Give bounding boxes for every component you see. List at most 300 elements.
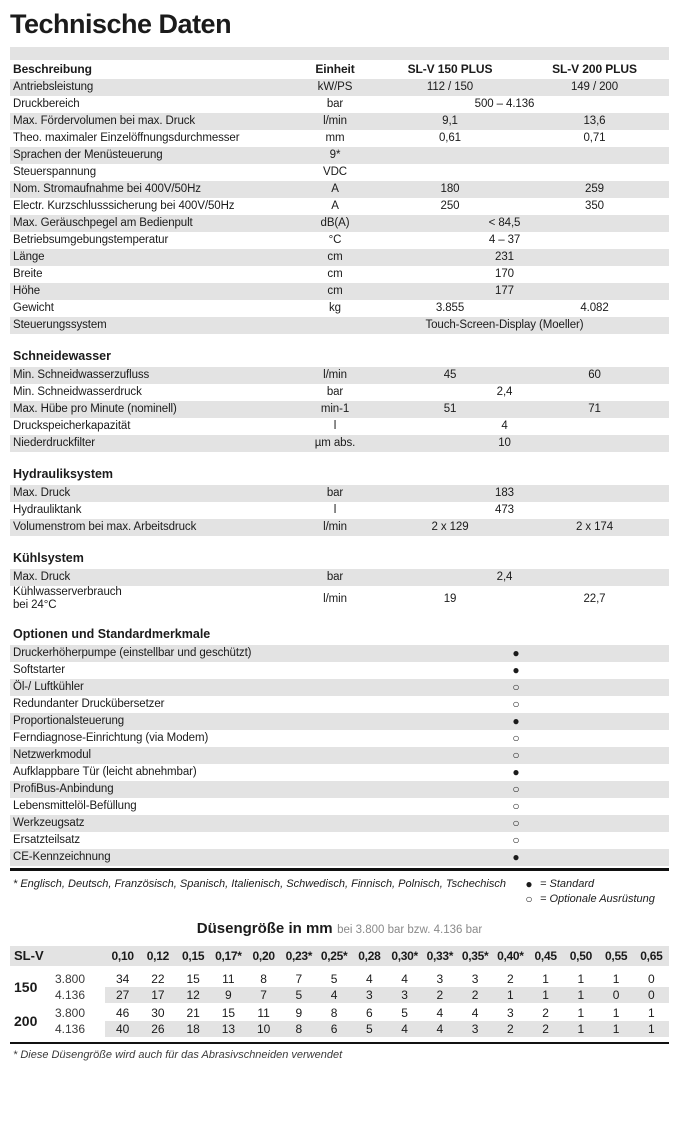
row-value-span: 4 – 37: [488, 234, 521, 246]
nozzle-size-label: 0,55: [605, 949, 628, 963]
spec-section-kuehlsystem: [10, 569, 669, 612]
row-label: [10, 200, 290, 213]
row-value-150: 112 / 150: [426, 81, 474, 93]
nozzle-value-cell: 18: [176, 1021, 211, 1037]
languages-footnote: * Englisch, Deutsch, Französisch, Spanisch, Italienisch, Schwedisch, Finnisch, Polnisch, Tschechisch: [13, 878, 506, 890]
option-label: Softstarter: [13, 664, 65, 676]
nozzle-size-label: 0,20: [252, 949, 275, 963]
nozzle-value-cell: 5: [401, 1006, 408, 1020]
nozzle-size-label: 0,12: [146, 949, 169, 963]
spec-section-hydrauliksystem: [10, 485, 669, 536]
nozzle-value-cell: 12: [176, 987, 211, 1003]
option-status-dot-icon: ●: [512, 765, 520, 779]
row-label-line1: Antriebsleistung: [13, 81, 94, 93]
row-unit: 9*: [329, 149, 341, 161]
nozzle-size-label: 0,25*: [320, 949, 348, 963]
row-unit: bar: [326, 571, 344, 583]
row-value-span: [360, 130, 649, 147]
row-label-line1: Max. Druck: [13, 571, 71, 583]
row-label-line1: Max. Druck: [13, 487, 71, 499]
nozzle-value-cell: 3: [471, 972, 479, 986]
nozzle-footnote: * Diese Düsengröße wird auch für das Abrasivschneiden verwendet: [13, 1049, 343, 1061]
row-unit: bar: [326, 487, 344, 499]
nozzle-pressure-rows: [55, 971, 669, 1003]
nozzle-value-cell: 2: [507, 972, 514, 986]
table-row: [10, 96, 669, 113]
nozzle-value-cell: 1: [612, 1006, 620, 1020]
row-label-line1: Steuerungssystem: [13, 319, 107, 331]
nozzle-value-cell: 2: [528, 1021, 563, 1037]
option-label: Ersatzteilsatz: [13, 834, 80, 846]
row-label-line1: Electr. Kurzschlusssicherung bei 400V/50Hz: [13, 200, 235, 212]
row-value-200: 60: [588, 369, 601, 381]
nozzle-size-label: 0,17*: [215, 949, 242, 963]
row-label: [10, 504, 290, 517]
header-band: [10, 47, 669, 60]
row-label: [10, 183, 290, 196]
row-label-line1: Hydrauliktank: [13, 504, 82, 516]
nozzle-value-cell: 7: [295, 972, 303, 986]
nozzle-value-cell: 0: [599, 987, 634, 1003]
row-value-span: [360, 113, 649, 130]
nozzle-value-cell: 1: [528, 987, 563, 1003]
nozzle-value-cell: 6: [317, 1021, 352, 1037]
row-label: [10, 251, 290, 264]
option-row: [10, 696, 669, 713]
spec-section-general: [10, 79, 669, 334]
datasheet-page: [0, 9, 679, 1061]
nozzle-value-cell: 0: [634, 987, 669, 1003]
col-header-model-200: SL-V 200 PLUS: [552, 62, 637, 76]
nozzle-size-label: 0,10: [111, 949, 134, 963]
option-status-dot-icon: ●: [512, 714, 520, 728]
nozzle-value-cell: 11: [257, 1006, 270, 1020]
option-status-dot-icon: ●: [512, 663, 520, 677]
nozzle-corner-label: SL-V: [14, 948, 44, 963]
row-unit: min-1: [320, 403, 350, 415]
nozzle-value-cell: 1: [563, 987, 598, 1003]
row-label-line1: Höhe: [13, 285, 41, 297]
option-label: Proportionalsteuerung: [13, 715, 125, 727]
row-unit: cm: [327, 268, 343, 280]
option-status-dot-icon: ○: [512, 799, 520, 813]
row-label: [10, 149, 290, 162]
row-value-200: 2 x 174: [575, 521, 614, 533]
row-label: [10, 268, 290, 281]
option-row: [10, 832, 669, 849]
section-title-optionen: Optionen und Standardmerkmale: [13, 627, 211, 641]
nozzle-values: [105, 987, 669, 1003]
nozzle-value-cell: 15: [221, 1006, 236, 1020]
row-label: [10, 369, 290, 382]
row-unit: l/min: [323, 521, 347, 533]
nozzle-value-cell: 5: [330, 972, 338, 986]
row-value-200: 149 / 200: [570, 81, 619, 93]
nozzle-value-cell: 27: [105, 987, 140, 1003]
row-value-span: 473: [495, 504, 514, 516]
table-row: [10, 435, 669, 452]
row-label: [10, 234, 290, 247]
row-label-line1: Sprachen der Menüsteuerung: [13, 149, 163, 161]
nozzle-value-cell: 4: [401, 972, 408, 986]
nozzle-value-cell: 6: [366, 1006, 373, 1020]
legend-text: = Standard: [540, 877, 595, 890]
option-label: Lebensmittelöl-Befüllung: [13, 800, 137, 812]
nozzle-value-cell: 8: [260, 972, 267, 986]
row-value-span: [360, 401, 649, 418]
row-value-span: 4: [501, 420, 508, 432]
nozzle-value-cell: 2: [422, 987, 457, 1003]
row-unit: µm abs.: [314, 437, 356, 449]
row-unit: kW/PS: [317, 81, 353, 93]
option-row: [10, 662, 669, 679]
row-value-span: 231: [495, 251, 514, 263]
row-value-span: [360, 586, 649, 612]
table-row: [10, 164, 669, 181]
nozzle-value-cell: 40: [105, 1021, 140, 1037]
nozzle-value-cell: 30: [151, 1006, 165, 1020]
row-value-150: 9,1: [442, 115, 458, 127]
row-value-span: [360, 367, 649, 384]
spec-section-schneidewasser: [10, 367, 669, 452]
option-row: [10, 764, 669, 781]
nozzle-size-label: 0,50: [569, 949, 592, 963]
nozzle-table-title: [10, 920, 669, 938]
row-value-span: [360, 181, 649, 198]
row-label: [10, 285, 290, 298]
nozzle-pressure-label: 4.136: [55, 988, 86, 1002]
table-row: [10, 249, 669, 266]
row-value-200: 13,6: [583, 115, 606, 127]
nozzle-value-cell: 4: [366, 972, 373, 986]
table-row: [10, 300, 669, 317]
nozzle-pressure-label: 3.800: [55, 972, 86, 986]
option-status-dot-icon: ○: [512, 697, 520, 711]
row-label: [10, 487, 290, 500]
nozzle-value-cell: 2: [458, 987, 493, 1003]
table-row: [10, 519, 669, 536]
table-row: [10, 130, 669, 147]
table-row: [10, 147, 669, 164]
nozzle-value-cell: 4: [436, 1006, 444, 1020]
nozzle-value-cell: 5: [352, 1021, 387, 1037]
nozzle-row: [55, 971, 669, 987]
option-row: [10, 781, 669, 798]
nozzle-value-cell: 4: [471, 1006, 479, 1020]
nozzle-value-cell: 1: [577, 972, 585, 986]
nozzle-value-cell: 1: [493, 987, 528, 1003]
row-label-line1: Nom. Stromaufnahme bei 400V/50Hz: [13, 183, 201, 195]
col-header-description: Beschreibung: [13, 62, 92, 76]
option-status-dot-icon: ○: [512, 731, 520, 745]
option-label: Netzwerkmodul: [13, 749, 91, 761]
option-label: Werkzeugsatz: [13, 817, 85, 829]
row-unit: °C: [328, 234, 342, 246]
nozzle-title-note: bei 3.800 bar bzw. 4.136 bar: [337, 924, 483, 936]
row-label: [10, 217, 290, 230]
table-row: [10, 502, 669, 519]
row-unit: l/min: [323, 592, 347, 605]
spec-section-optionen: [10, 645, 669, 866]
table-row: [10, 569, 669, 586]
table-row: [10, 198, 669, 215]
row-label-line1: Betriebsumgebungstemperatur: [13, 234, 169, 246]
row-value-span: 183: [495, 487, 514, 499]
nozzle-value-cell: 4: [387, 1021, 422, 1037]
option-row: [10, 815, 669, 832]
option-label: Druckerhöherpumpe (einstellbar und geschützt): [13, 647, 252, 659]
nozzle-model-label: 150: [14, 979, 38, 995]
option-status-dot-icon: ●: [512, 646, 520, 660]
nozzle-size-label: 0,28: [358, 949, 381, 963]
nozzle-values: [105, 971, 669, 987]
nozzle-value-cell: 17: [140, 987, 175, 1003]
nozzle-value-cell: 34: [115, 972, 130, 986]
nozzle-value-cell: 11: [222, 972, 235, 986]
row-unit: l: [333, 420, 337, 432]
col-header-unit: Einheit: [315, 62, 355, 76]
row-unit: bar: [326, 386, 344, 398]
row-label: [10, 319, 290, 332]
row-unit: l/min: [323, 369, 347, 381]
nozzle-size-label: 0,45: [534, 949, 557, 963]
nozzle-size-label: 0,35*: [461, 949, 489, 963]
nozzle-value-cell: 9: [211, 987, 246, 1003]
nozzle-size-label: 0,40*: [497, 949, 524, 963]
nozzle-pressure-label: 4.136: [55, 1022, 86, 1036]
nozzle-value-cell: 3: [507, 1006, 514, 1020]
nozzle-size-label: 0,65: [640, 949, 663, 963]
row-label: [10, 437, 290, 450]
table-row: [10, 418, 669, 435]
table-row: [10, 401, 669, 418]
nozzle-model-label: 200: [14, 1013, 38, 1029]
row-value-150: 3.855: [435, 302, 465, 314]
row-value-200: 259: [585, 183, 604, 195]
row-value-150: 0,61: [439, 132, 461, 144]
legend-row: [523, 876, 669, 891]
row-label-line1: Max. Hübe pro Minute (nominell): [13, 403, 177, 415]
nozzle-model-group: [10, 971, 669, 1003]
section-title-schneidewasser: Schneidewasser: [13, 349, 111, 363]
row-label-line1: Breite: [13, 268, 43, 280]
nozzle-value-cell: 7: [246, 987, 281, 1003]
row-label-line1: Max. Geräuschpegel am Bedienpult: [13, 217, 193, 229]
option-status-dot-icon: ○: [512, 782, 520, 796]
row-value-200: 0,71: [583, 132, 606, 144]
row-value-span: 10: [498, 437, 511, 449]
legend-row: [523, 891, 669, 906]
row-label-line1: Kühlwasserverbrauch: [13, 586, 122, 598]
option-label: Ferndiagnose-Einrichtung (via Modem): [13, 732, 209, 744]
nozzle-value-cell: 3: [458, 1021, 493, 1037]
row-unit: kg: [329, 302, 341, 314]
col-header-model-150: SL-V 150 PLUS: [407, 62, 493, 76]
row-unit: cm: [327, 285, 343, 297]
nozzle-value-cell: 21: [186, 1006, 200, 1020]
nozzle-value-cell: 10: [246, 1021, 281, 1037]
row-label-line1: Volumenstrom bei max. Arbeitsdruck: [13, 521, 197, 533]
row-unit: bar: [326, 98, 344, 110]
row-label: [10, 132, 290, 145]
section-title-kuehlsystem: Kühlsystem: [13, 551, 84, 565]
nozzle-value-cell: 46: [115, 1006, 130, 1020]
row-value-150: 45: [443, 369, 457, 381]
row-unit: cm: [327, 251, 343, 263]
nozzle-value-cell: 4: [317, 987, 352, 1003]
row-label: [10, 386, 290, 399]
row-label-line1: Min. Schneidwasserdruck: [13, 386, 142, 398]
nozzle-value-cell: 8: [330, 1006, 338, 1020]
row-value-200: 22,7: [583, 592, 606, 605]
row-unit: dB(A): [320, 217, 350, 229]
row-unit: l: [333, 504, 337, 516]
row-label-line1: Niederdruckfilter: [13, 437, 96, 449]
row-unit: A: [331, 200, 339, 212]
option-label: CE-Kennzeichnung: [13, 851, 111, 863]
row-value-150: 19: [443, 592, 457, 605]
nozzle-pressure-label: 3.800: [55, 1006, 86, 1020]
table-row: [10, 485, 669, 502]
row-value-150: 250: [440, 200, 460, 212]
row-value-span: [360, 164, 649, 181]
row-value-150: 180: [440, 183, 460, 195]
option-label: Öl-/ Luftkühler: [13, 681, 84, 693]
nozzle-value-cell: 3: [352, 987, 387, 1003]
option-row: [10, 798, 669, 815]
option-label: Aufklappbare Tür (leicht abnehmbar): [13, 766, 197, 778]
divider-thick: [10, 868, 669, 871]
nozzle-value-cell: 0: [648, 972, 655, 986]
row-label: [10, 98, 290, 111]
nozzle-value-cell: 1: [563, 1021, 598, 1037]
row-label: [10, 166, 290, 179]
nozzle-header-row: [10, 946, 669, 966]
row-value-span: 170: [495, 268, 514, 280]
legend-text: = Optionale Ausrüstung: [540, 892, 655, 905]
nozzle-value-cell: 15: [186, 972, 200, 986]
row-value-200: 71: [588, 403, 601, 415]
option-row: [10, 713, 669, 730]
row-label: [10, 571, 290, 584]
nozzle-value-cell: 22: [151, 972, 165, 986]
table-row: [10, 266, 669, 283]
nozzle-value-cell: 13: [211, 1021, 246, 1037]
nozzle-size-label: 0,33*: [426, 949, 454, 963]
row-value-span: [360, 147, 649, 164]
row-label-line1: Druckbereich: [13, 98, 80, 110]
row-value-span: 500 – 4.136: [474, 98, 535, 110]
nozzle-size-label: 0,15: [182, 949, 205, 963]
divider-thin: [10, 1042, 669, 1044]
row-label-line1: Steuerspannung: [13, 166, 97, 178]
nozzle-pressure-rows: [55, 1005, 669, 1037]
nozzle-value-cell: 1: [542, 972, 549, 986]
table-row: [10, 232, 669, 249]
legend-dot-icon: ●: [525, 876, 533, 891]
option-label: Redundanter Druckübersetzer: [13, 698, 165, 710]
nozzle-values: [105, 1021, 669, 1037]
row-unit: A: [331, 183, 339, 195]
row-value-200: 4.082: [580, 302, 609, 314]
nozzle-row: [55, 1005, 669, 1021]
option-status-dot-icon: ○: [512, 833, 520, 847]
option-row: [10, 679, 669, 696]
nozzle-size-label: 0,30*: [391, 949, 418, 963]
legend-dot-icon: ○: [525, 891, 533, 906]
row-label-line1: Länge: [13, 251, 45, 263]
row-label-line1: Gewicht: [13, 302, 54, 314]
row-label: [10, 115, 290, 128]
nozzle-size-label: 0,23*: [285, 949, 313, 963]
row-label-line1: Druckspeicherkapazität: [13, 420, 131, 432]
nozzle-value-cell: 1: [577, 1006, 585, 1020]
nozzle-value-cell: 1: [599, 1021, 634, 1037]
row-value-span: [360, 198, 649, 215]
row-label: [10, 420, 290, 433]
footnote-area: [10, 876, 669, 906]
nozzle-value-cell: 2: [542, 1006, 549, 1020]
row-label: [10, 521, 290, 534]
row-value-span: 2,4: [496, 386, 513, 398]
row-unit: VDC: [323, 166, 347, 178]
row-value-span: < 84,5: [488, 217, 521, 229]
nozzle-value-cell: 8: [281, 1021, 316, 1037]
table-row: [10, 317, 669, 334]
option-status-dot-icon: ●: [512, 850, 520, 864]
row-label: [10, 302, 290, 315]
nozzle-values: [105, 1005, 669, 1021]
option-status-dot-icon: ○: [512, 680, 520, 694]
option-row: [10, 730, 669, 747]
nozzle-size-headers: [105, 946, 669, 966]
table-row: [10, 215, 669, 232]
nozzle-body: [10, 971, 669, 1037]
option-row: [10, 849, 669, 866]
table-row: [10, 181, 669, 198]
table-row: [10, 367, 669, 384]
row-unit: mm: [325, 132, 345, 144]
row-value-span: [360, 79, 649, 96]
row-value-span: Touch-Screen-Display (Moeller): [425, 319, 584, 331]
table-row: [10, 113, 669, 130]
nozzle-value-cell: 3: [387, 987, 422, 1003]
row-unit: l/min: [323, 115, 347, 127]
nozzle-row: [55, 987, 669, 1003]
nozzle-value-cell: 1: [612, 972, 620, 986]
row-label-line1: Max. Fördervolumen bei max. Druck: [13, 115, 196, 127]
row-label: [10, 586, 290, 612]
option-status-dot-icon: ○: [512, 816, 520, 830]
nozzle-value-cell: 2: [493, 1021, 528, 1037]
nozzle-value-cell: 4: [422, 1021, 457, 1037]
nozzle-value-cell: 26: [140, 1021, 175, 1037]
option-label: ProfiBus-Anbindung: [13, 783, 114, 795]
row-label-line2: bei 24°C: [13, 599, 57, 611]
row-value-span: 2,4: [496, 571, 513, 583]
table-row: [10, 79, 669, 96]
row-value-span: 177: [495, 285, 514, 297]
row-value-span: [360, 300, 649, 317]
option-row: [10, 645, 669, 662]
row-label: [10, 403, 290, 416]
nozzle-value-cell: 1: [634, 1021, 669, 1037]
nozzle-value-cell: 1: [648, 1006, 655, 1020]
option-status-dot-icon: ○: [512, 748, 520, 762]
table-row: [10, 384, 669, 401]
row-label-line1: Min. Schneidwasserzufluss: [13, 369, 150, 381]
legend: [523, 876, 669, 906]
